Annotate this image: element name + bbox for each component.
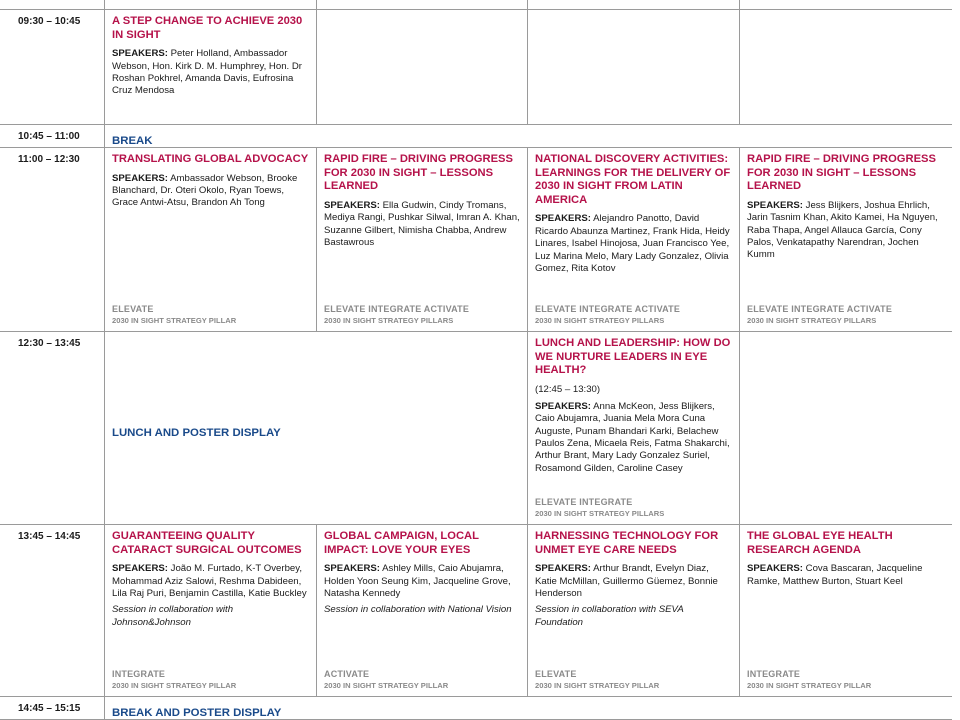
time-slot: 11:00 – 12:30 xyxy=(18,154,80,165)
session-cell xyxy=(316,524,527,696)
time-slot: 14:45 – 15:15 xyxy=(18,703,81,714)
speakers-list: Anna McKeon, Jess Blijkers, Caio Abujamra, Juania Mela Mora Cuna Auguste, Punam Bhandari Karki, Belachew Paulos Zena, Micaela Reis, Fatma Shakarchi, Arthur Brant, Mary Lady Gonzalez Suriel, Rosamond Gilden, Caroline Casey xyxy=(535,400,730,474)
speakers-list: Alejandro Panotto, David Ricardo Abaunza Martinez, Frank Hida, Heidy Linares, Isabel Hinojosa, Juan Francisco Yee, Luz Marina Melo, Mary Lady Gonzalez, Olivia Gomez, Rita Kotov xyxy=(535,213,730,274)
break-label: BREAK xyxy=(112,135,153,147)
time-slot: 09:30 – 10:45 xyxy=(18,16,81,27)
lunch-cell xyxy=(104,331,527,524)
collaboration-note: Session in collaboration with Johnson&Johnson xyxy=(112,604,234,628)
pillar-names: ELEVATE INTEGRATE ACTIVATE xyxy=(535,304,681,314)
time-slot: 10:45 – 11:00 xyxy=(18,131,80,142)
collaboration-note: Session in collaboration with National Vision xyxy=(324,604,512,616)
session-title: GUARANTEEING QUALITY CATARACT SURGICAL OUTCOMES xyxy=(112,530,302,556)
session-cell xyxy=(104,9,316,124)
session-cell xyxy=(104,524,316,696)
session-speakers xyxy=(535,401,733,475)
session-speakers xyxy=(747,200,946,262)
pillar-names: ELEVATE INTEGRATE ACTIVATE xyxy=(747,304,893,314)
session-title: THE GLOBAL EYE HEALTH RESEARCH AGENDA xyxy=(747,530,893,556)
session-cell xyxy=(739,147,952,331)
speakers-label: SPEAKERS: xyxy=(324,199,380,211)
strategy-pillar xyxy=(535,304,680,326)
session-cell xyxy=(527,147,739,331)
session-speakers xyxy=(324,200,521,250)
session-speakers xyxy=(535,563,733,600)
pillar-names: INTEGRATE xyxy=(747,669,801,679)
pillar-caption: 2030 IN SIGHT STRATEGY PILLAR xyxy=(324,681,449,690)
session-title: RAPID FIRE – DRIVING PROGRESS FOR 2030 IN SIGHT – LESSONS LEARNED xyxy=(324,153,513,193)
collaboration-note: Session in collaboration with SEVA Foundation xyxy=(535,604,684,628)
session-title: GLOBAL CAMPAIGN, LOCAL IMPACT: LOVE YOUR EYES xyxy=(324,530,479,556)
strategy-pillar xyxy=(324,304,469,326)
pillar-names: ELEVATE INTEGRATE ACTIVATE xyxy=(324,304,470,314)
strategy-pillar xyxy=(747,304,892,326)
speakers-label: SPEAKERS: xyxy=(535,400,591,412)
session-title: TRANSLATING GLOBAL ADVOCACY xyxy=(112,153,309,165)
pillar-names: ELEVATE INTEGRATE xyxy=(535,497,633,507)
speakers-label: SPEAKERS: xyxy=(112,48,168,60)
session-speakers xyxy=(324,563,521,600)
session-subtime: (12:45 – 13:30) xyxy=(535,383,601,395)
pillar-caption: 2030 IN SIGHT STRATEGY PILLAR xyxy=(112,316,237,325)
pillar-caption: 2030 IN SIGHT STRATEGY PILLAR xyxy=(535,681,660,690)
schedule-row xyxy=(0,9,952,124)
pillar-caption: 2030 IN SIGHT STRATEGY PILLAR xyxy=(112,681,237,690)
session-title: RAPID FIRE – DRIVING PROGRESS FOR 2030 IN SIGHT – LESSONS LEARNED xyxy=(747,153,936,193)
pillar-names: ELEVATE xyxy=(535,669,577,679)
session-speakers xyxy=(112,173,310,210)
strategy-pillar xyxy=(324,669,448,691)
pillar-names: ELEVATE xyxy=(112,304,154,314)
speakers-label: SPEAKERS: xyxy=(535,563,591,575)
strategy-pillar xyxy=(112,304,236,326)
strategy-pillar xyxy=(535,497,664,519)
speakers-list: Peter Holland, Ambassador Webson, Hon. Kirk D. M. Humphrey, Hon. Dr Roshan Pokhrel, Amanda Davis, Eufrosina Cruz Mendosa xyxy=(112,48,302,97)
speakers-list: Ella Gudwin, Cindy Tromans, Mediya Rangi, Pushkar Silwal, Imran A. Khan, Suzanne Gilbert, Nimisha Chabba, Andrew Bastawrous xyxy=(324,199,520,248)
schedule-row xyxy=(0,331,952,524)
session-title: NATIONAL DISCOVERY ACTIVITIES: LEARNINGS FOR THE DELIVERY OF 2030 IN SIGHT FROM LATIN AMERICA xyxy=(535,153,731,206)
pillar-caption: 2030 IN SIGHT STRATEGY PILLARS xyxy=(535,316,665,325)
session-title: LUNCH AND LEADERSHIP: HOW DO WE NURTURE LEADERS IN EYE HEALTH? xyxy=(535,337,731,377)
pillar-names: INTEGRATE xyxy=(112,669,166,679)
pillar-caption: 2030 IN SIGHT STRATEGY PILLARS xyxy=(324,316,454,325)
session-speakers xyxy=(747,563,946,588)
strategy-pillar xyxy=(747,669,871,691)
speakers-label: SPEAKERS: xyxy=(112,172,168,184)
pillar-caption: 2030 IN SIGHT STRATEGY PILLARS xyxy=(747,316,877,325)
session-speakers xyxy=(112,48,310,98)
schedule-row xyxy=(0,696,952,719)
speakers-label: SPEAKERS: xyxy=(324,563,380,575)
speakers-label: SPEAKERS: xyxy=(747,199,803,211)
break-cell xyxy=(104,124,952,147)
session-cell xyxy=(316,147,527,331)
speakers-label: SPEAKERS: xyxy=(112,563,168,575)
schedule-row xyxy=(0,147,952,331)
speakers-list: Jess Blijkers, Joshua Ehrlich, Jarin Tasnim Khan, Akito Kamei, Ha Nguyen, Raba Thapa, Angel Allauca García, Cony Palos, Venkatapathy Narendran, Jochen Kumm xyxy=(747,199,938,261)
lunch-label: LUNCH AND POSTER DISPLAY xyxy=(112,427,281,439)
session-title: HARNESSING TECHNOLOGY FOR UNMET EYE CARE NEEDS xyxy=(535,530,719,556)
pillar-caption: 2030 IN SIGHT STRATEGY PILLAR xyxy=(747,681,872,690)
time-slot: 12:30 – 13:45 xyxy=(18,338,81,349)
session-speakers xyxy=(535,213,733,275)
session-speakers xyxy=(112,563,310,600)
session-cell xyxy=(739,524,952,696)
speakers-list: Cova Bascaran, Jacqueline Ramke, Matthew Burton, Stuart Keel xyxy=(747,563,923,587)
session-cell xyxy=(104,147,316,331)
time-slot: 13:45 – 14:45 xyxy=(18,531,81,542)
session-cell xyxy=(527,524,739,696)
speakers-list: Ambassador Webson, Brooke Blanchard, Dr. Oteri Okolo, Ryan Toews, Grace Antwi-Atsu, Brandon Ah Tong xyxy=(112,172,298,209)
pillar-caption: 2030 IN SIGHT STRATEGY PILLARS xyxy=(535,509,665,518)
speakers-list: João M. Furtado, K-T Overbey, Mohammad Aziz Salowi, Reshma Dabideen, Lila Raj Puri, Benjamin Castilla, Katie Buckley xyxy=(112,563,307,599)
strategy-pillar xyxy=(535,669,659,691)
speakers-list: Ashley Mills, Caio Abujamra, Holden Yoon Seung Kim, Jacqueline Grove, Natasha Kennedy xyxy=(324,563,511,599)
speakers-label: SPEAKERS: xyxy=(535,213,591,225)
speakers-label: SPEAKERS: xyxy=(747,563,803,575)
session-title: A STEP CHANGE TO ACHIEVE 2030 IN SIGHT xyxy=(112,15,303,41)
speakers-list: Arthur Brandt, Evelyn Diaz, Katie McMillan, Guillermo Güemez, Bonnie Henderson xyxy=(535,563,718,599)
pillar-names: ACTIVATE xyxy=(324,669,370,679)
schedule-row xyxy=(0,124,952,147)
strategy-pillar xyxy=(112,669,236,691)
session-cell xyxy=(527,331,739,524)
schedule-row xyxy=(0,524,952,696)
break-label: BREAK AND POSTER DISPLAY xyxy=(112,707,282,719)
break-cell xyxy=(104,696,952,719)
